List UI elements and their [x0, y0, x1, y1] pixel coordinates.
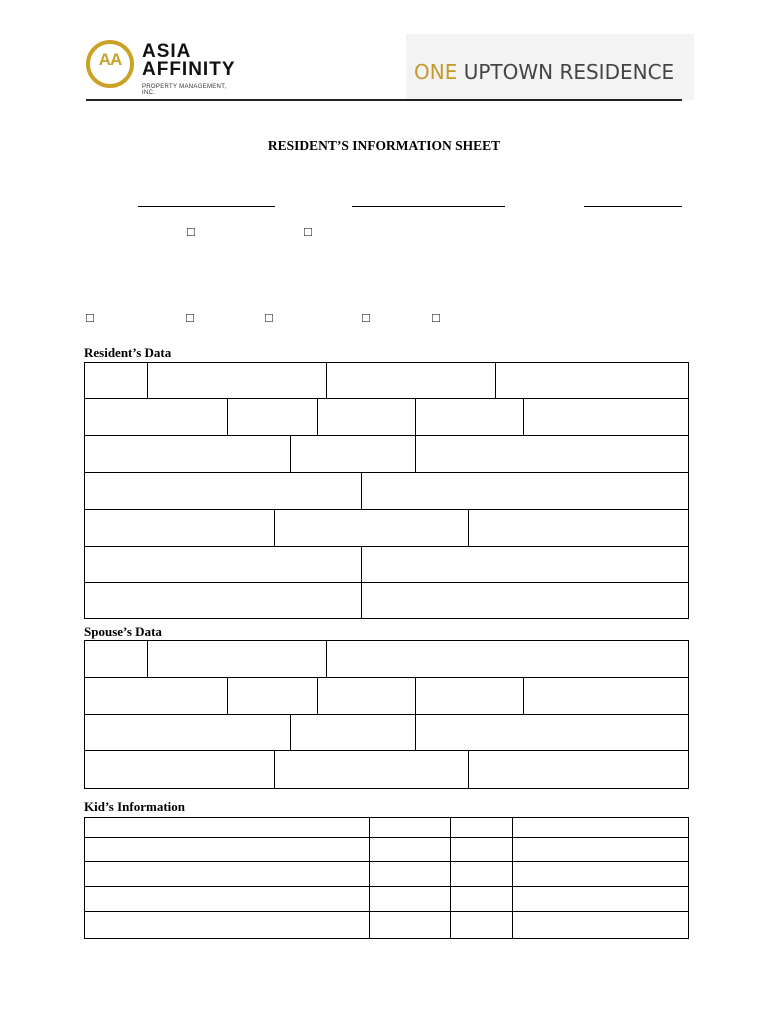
resident-data-table-row6: [84, 546, 689, 583]
form-cell[interactable]: [85, 473, 362, 510]
form-cell[interactable]: [85, 399, 228, 436]
residence-wordmark: [414, 60, 674, 84]
residence-word-one: ONE: [414, 60, 458, 84]
resident-data-heading: Resident’s Data: [84, 345, 172, 360]
form-cell[interactable]: [370, 912, 451, 939]
resident-data-table-row1: [84, 362, 689, 399]
form-cell[interactable]: [85, 436, 291, 473]
blank-line[interactable]: [138, 206, 275, 207]
form-cell[interactable]: [85, 678, 228, 715]
form-cell[interactable]: [85, 547, 362, 583]
header-divider: [86, 99, 682, 101]
form-cell[interactable]: [513, 838, 689, 862]
form-cell[interactable]: [318, 399, 416, 436]
form-cell[interactable]: [148, 641, 327, 678]
form-cell[interactable]: [513, 818, 689, 838]
form-cell[interactable]: [291, 715, 416, 751]
kids-info-table: [84, 817, 689, 939]
form-cell[interactable]: [85, 818, 370, 838]
form-cell[interactable]: [85, 363, 148, 399]
spouse-data-table-row3: [84, 714, 689, 751]
form-cell[interactable]: [85, 715, 291, 751]
checkbox[interactable]: ☐: [303, 226, 313, 239]
form-cell[interactable]: [327, 363, 496, 399]
form-cell[interactable]: [275, 510, 469, 547]
form-cell[interactable]: [370, 818, 451, 838]
resident-data-table-row3: [84, 435, 689, 473]
residence-word-rest: UPTOWN RESIDENCE: [463, 60, 675, 84]
checkbox[interactable]: ☐: [361, 312, 371, 325]
form-cell[interactable]: [469, 751, 689, 789]
checkbox[interactable]: ☐: [264, 312, 274, 325]
form-cell[interactable]: [85, 912, 370, 939]
checkbox[interactable]: ☐: [85, 312, 95, 325]
form-cell[interactable]: [416, 715, 689, 751]
form-cell[interactable]: [85, 641, 148, 678]
form-cell[interactable]: [362, 547, 689, 583]
form-cell[interactable]: [362, 583, 689, 619]
form-cell[interactable]: [85, 838, 370, 862]
table-row: [85, 912, 689, 939]
spouse-data-table-row2: [84, 677, 689, 715]
form-cell[interactable]: [228, 399, 318, 436]
form-cell[interactable]: [327, 641, 689, 678]
form-cell[interactable]: [148, 363, 327, 399]
table-row: [85, 818, 689, 838]
blank-line[interactable]: [584, 206, 682, 207]
form-cell[interactable]: [318, 678, 416, 715]
checkbox[interactable]: ☐: [186, 226, 196, 239]
form-cell[interactable]: [85, 887, 370, 912]
form-cell[interactable]: [524, 678, 689, 715]
form-cell[interactable]: [451, 887, 513, 912]
form-cell[interactable]: [85, 862, 370, 887]
form-cell[interactable]: [362, 473, 689, 510]
resident-data-table-row4: [84, 472, 689, 510]
spouse-data-table-row4: [84, 750, 689, 789]
blank-line[interactable]: [352, 206, 505, 207]
resident-data-table-row7: [84, 582, 689, 619]
form-cell[interactable]: [85, 583, 362, 619]
kids-info-heading: Kid’s Information: [84, 799, 185, 814]
brand-name-line1: ASIA: [142, 41, 192, 62]
form-cell[interactable]: [85, 510, 275, 547]
form-cell[interactable]: [370, 862, 451, 887]
form-cell[interactable]: [513, 887, 689, 912]
asia-affinity-logo: [86, 38, 236, 100]
table-row: [85, 887, 689, 912]
form-cell[interactable]: [451, 818, 513, 838]
form-cell[interactable]: [524, 399, 689, 436]
form-cell[interactable]: [275, 751, 469, 789]
form-cell[interactable]: [451, 862, 513, 887]
form-cell[interactable]: [513, 912, 689, 939]
form-cell[interactable]: [370, 887, 451, 912]
form-cell[interactable]: [451, 838, 513, 862]
form-cell[interactable]: [370, 838, 451, 862]
form-title: RESIDENT’S INFORMATION SHEET: [267, 138, 501, 153]
checkbox[interactable]: ☐: [185, 312, 195, 325]
checkbox[interactable]: ☐: [431, 312, 441, 325]
form-cell[interactable]: [451, 912, 513, 939]
table-row: [85, 838, 689, 862]
logo-monogram: AA: [98, 50, 122, 69]
form-cell[interactable]: [291, 436, 416, 473]
form-cell[interactable]: [496, 363, 689, 399]
form-cell[interactable]: [416, 678, 524, 715]
form-cell[interactable]: [85, 751, 275, 789]
table-row: [85, 862, 689, 887]
form-cell[interactable]: [416, 436, 689, 473]
resident-data-table-row2: [84, 398, 689, 436]
one-uptown-residence-logo: [406, 34, 694, 100]
spouse-data-heading: Spouse’s Data: [84, 624, 162, 639]
form-cell[interactable]: [416, 399, 524, 436]
form-cell[interactable]: [228, 678, 318, 715]
form-cell[interactable]: [469, 510, 689, 547]
brand-subtitle: PROPERTY MANAGEMENT, INC.: [142, 84, 227, 96]
brand-name-line2: AFFINITY: [142, 59, 236, 80]
resident-data-table-row5: [84, 509, 689, 547]
form-cell[interactable]: [513, 862, 689, 887]
spouse-data-table-row1: [84, 640, 689, 678]
